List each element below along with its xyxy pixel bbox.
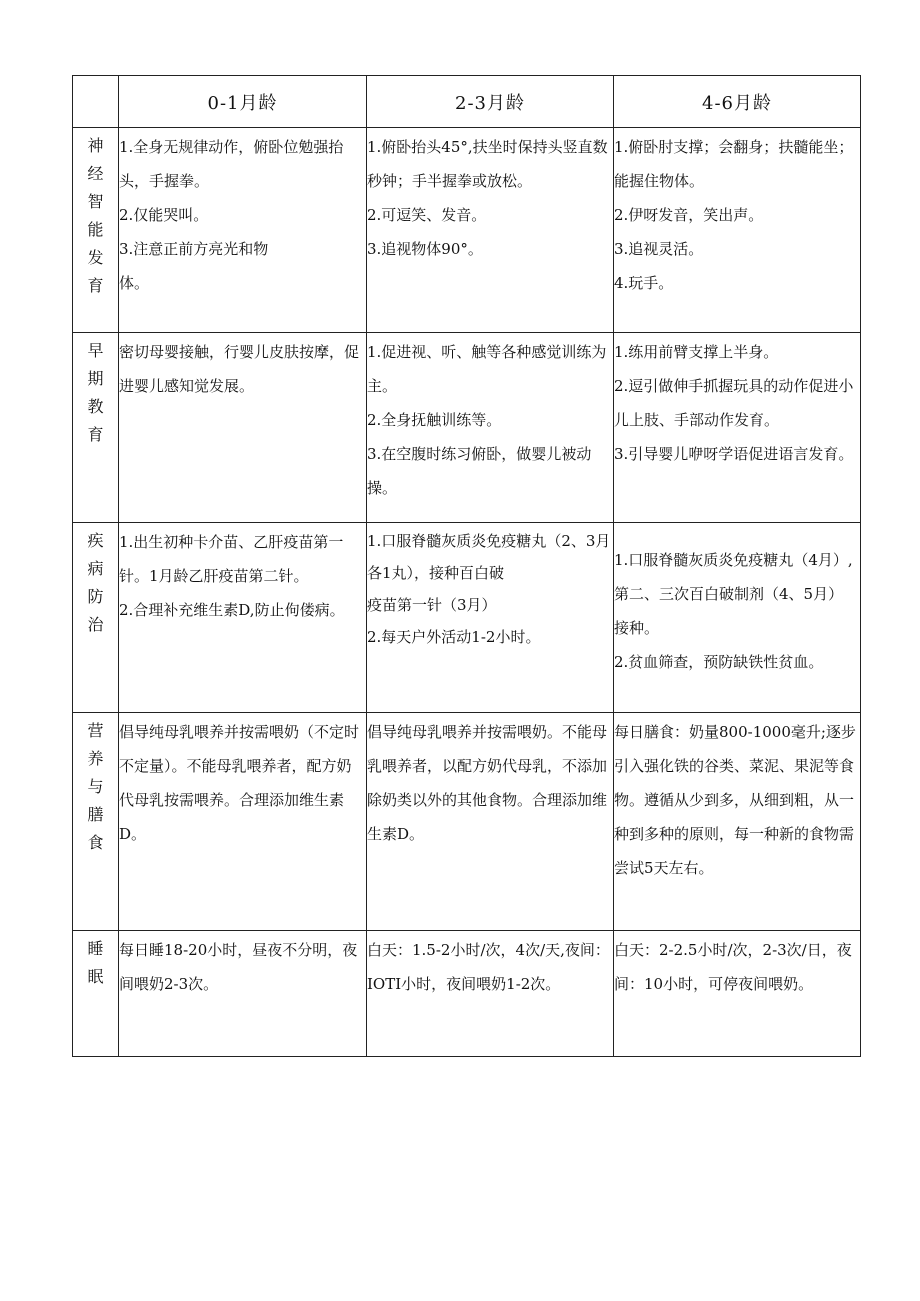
- row-label-char: 食: [87, 833, 104, 852]
- cell-0-1-month: [119, 931, 367, 1057]
- cell-line: 倡导纯母乳喂养并按需喂奶（不定时不定量）。不能母乳喂养者，配方奶代母乳按需喂养。合理添加维生素D。: [119, 723, 360, 843]
- cell-line: 1.俯卧抬头45°,扶坐时保持头竖直数秒钟；手半握拳或放松。: [367, 138, 608, 190]
- row-label-char: 育: [87, 425, 104, 444]
- cell-line: 2.仅能哭叫。: [119, 206, 209, 224]
- row-disease-prevention: [73, 523, 861, 713]
- cell-line: 1.口服脊髓灰质炎免疫糖丸（4月）,第二、三次百白破制剂（4、5月）接种。: [614, 551, 853, 637]
- row-label-char: 膳: [87, 805, 104, 824]
- cell-line: 2.每天户外活动1-2小时。: [367, 628, 541, 646]
- cell-line: 倡导纯母乳喂养并按需喂奶。不能母乳喂养者，以配方奶代母乳，不添加除奶类以外的其他食物。合理添加维生素D。: [367, 723, 608, 843]
- cell-2-3-month: [367, 713, 614, 931]
- cell-line: 体。: [119, 274, 150, 292]
- cell-4-6-month: [614, 523, 861, 713]
- row-label-char: 早: [87, 341, 104, 360]
- cell-line: 1.全身无规律动作，俯卧位勉强抬头，手握拳。: [119, 138, 344, 190]
- cell-line: 1.口服脊髓灰质炎免疫糖丸（2、3月各1丸），接种百白破: [367, 532, 611, 582]
- cell-line: 密切母婴接触，行婴儿皮肤按摩，促进婴儿感知觉发展。: [119, 343, 360, 395]
- row-label-char: 睡: [87, 939, 104, 958]
- cell-line: 3.追视灵活。: [614, 240, 704, 258]
- row-label-char: 养: [87, 749, 104, 768]
- cell-line: 4.玩手。: [614, 274, 674, 292]
- cell-line: 每日睡18-20小时，昼夜不分明，夜间喂奶2-3次。: [119, 941, 358, 993]
- cell-0-1-month: [119, 128, 367, 333]
- cell-line: 3.注意正前方亮光和物: [119, 240, 269, 258]
- cell-line: 每日膳食：奶量800-1000毫升;逐步引入强化铁的谷类、菜泥、果泥等食物。遵循从少到多，从细到粗，从一种到多种的原则，每一种新的食物需尝试5天左右。: [614, 723, 856, 877]
- cell-line: 2.可逗笑、发音。: [367, 206, 487, 224]
- cell-line: 白天：2-2.5小时/次，2-3次/日，夜间：10小时，可停夜间喂奶。: [614, 941, 852, 993]
- cell-4-6-month: [614, 713, 861, 931]
- row-sleep: [73, 931, 861, 1057]
- row-label-char: 营: [87, 721, 104, 740]
- row-label-char: 防: [87, 587, 104, 606]
- infant-development-table: [72, 75, 861, 1057]
- row-label: [73, 931, 119, 1057]
- cell-line: 2.全身抚触训练等。: [367, 411, 502, 429]
- cell-0-1-month: [119, 333, 367, 523]
- row-label-char: 经: [87, 164, 104, 183]
- row-label-char: 期: [87, 369, 104, 388]
- cell-4-6-month: [614, 333, 861, 523]
- row-label: [73, 128, 119, 333]
- row-label-char: 教: [87, 397, 104, 416]
- row-early-education: [73, 333, 861, 523]
- row-label: [73, 333, 119, 523]
- row-label-char: 智: [87, 192, 104, 211]
- row-label: [73, 713, 119, 931]
- cell-2-3-month: [367, 333, 614, 523]
- cell-line: 1.出生初种卡介苗、乙肝疫苗第一针。1月龄乙肝疫苗第二针。: [119, 533, 344, 585]
- row-label-char: 与: [87, 777, 104, 796]
- cell-line: 2.伊呀发音，笑出声。: [614, 206, 764, 224]
- row-label-char: 发: [87, 248, 104, 267]
- row-label-char: 眠: [87, 967, 104, 986]
- cell-4-6-month: [614, 128, 861, 333]
- row-label-char: 能: [87, 220, 104, 239]
- header-age-2-3: 2-3月龄: [367, 76, 614, 128]
- cell-line: 疫苗第一针（3月）: [367, 596, 497, 614]
- cell-2-3-month: [367, 523, 614, 713]
- cell-line: 3.引导婴儿咿呀学语促进语言发育。: [614, 445, 854, 463]
- header-row: [73, 76, 861, 128]
- cell-line: 2.逗引做伸手抓握玩具的动作促进小儿上肢、手部动作发育。: [614, 377, 854, 429]
- row-nutrition-diet: [73, 713, 861, 931]
- cell-line: 3.追视物体90°。: [367, 240, 483, 258]
- row-label: [73, 523, 119, 713]
- row-label-char: 神: [87, 136, 104, 155]
- cell-line: 1.俯卧肘支撑；会翻身；扶髓能坐；能握住物体。: [614, 138, 854, 190]
- cell-line: 2.贫血筛查，预防缺铁性贫血。: [614, 653, 824, 671]
- row-label-char: 疾: [87, 531, 104, 550]
- cell-0-1-month: [119, 523, 367, 713]
- row-label-char: 育: [87, 276, 104, 295]
- cell-line: 3.在空腹时练习俯卧，做婴儿被动操。: [367, 445, 592, 497]
- cell-line: 1.练用前臂支撑上半身。: [614, 343, 779, 361]
- cell-2-3-month: [367, 931, 614, 1057]
- cell-line: 白天：1.5-2小时/次，4次/天,夜间：IOTI小时，夜间喂奶1-2次。: [367, 941, 610, 993]
- header-age-4-6: 4-6月龄: [614, 76, 861, 128]
- cell-0-1-month: [119, 713, 367, 931]
- cell-2-3-month: [367, 128, 614, 333]
- row-neuro-development: [73, 128, 861, 333]
- row-label-char: 治: [87, 615, 104, 634]
- header-age-0-1: 0-1月龄: [119, 76, 367, 128]
- cell-line: 2.合理补充维生素D,防止佝偻病。: [119, 601, 345, 619]
- cell-4-6-month: [614, 931, 861, 1057]
- cell-line: 1.促进视、听、触等各种感觉训练为主。: [367, 343, 607, 395]
- corner-cell: [73, 76, 119, 128]
- row-label-char: 病: [87, 559, 104, 578]
